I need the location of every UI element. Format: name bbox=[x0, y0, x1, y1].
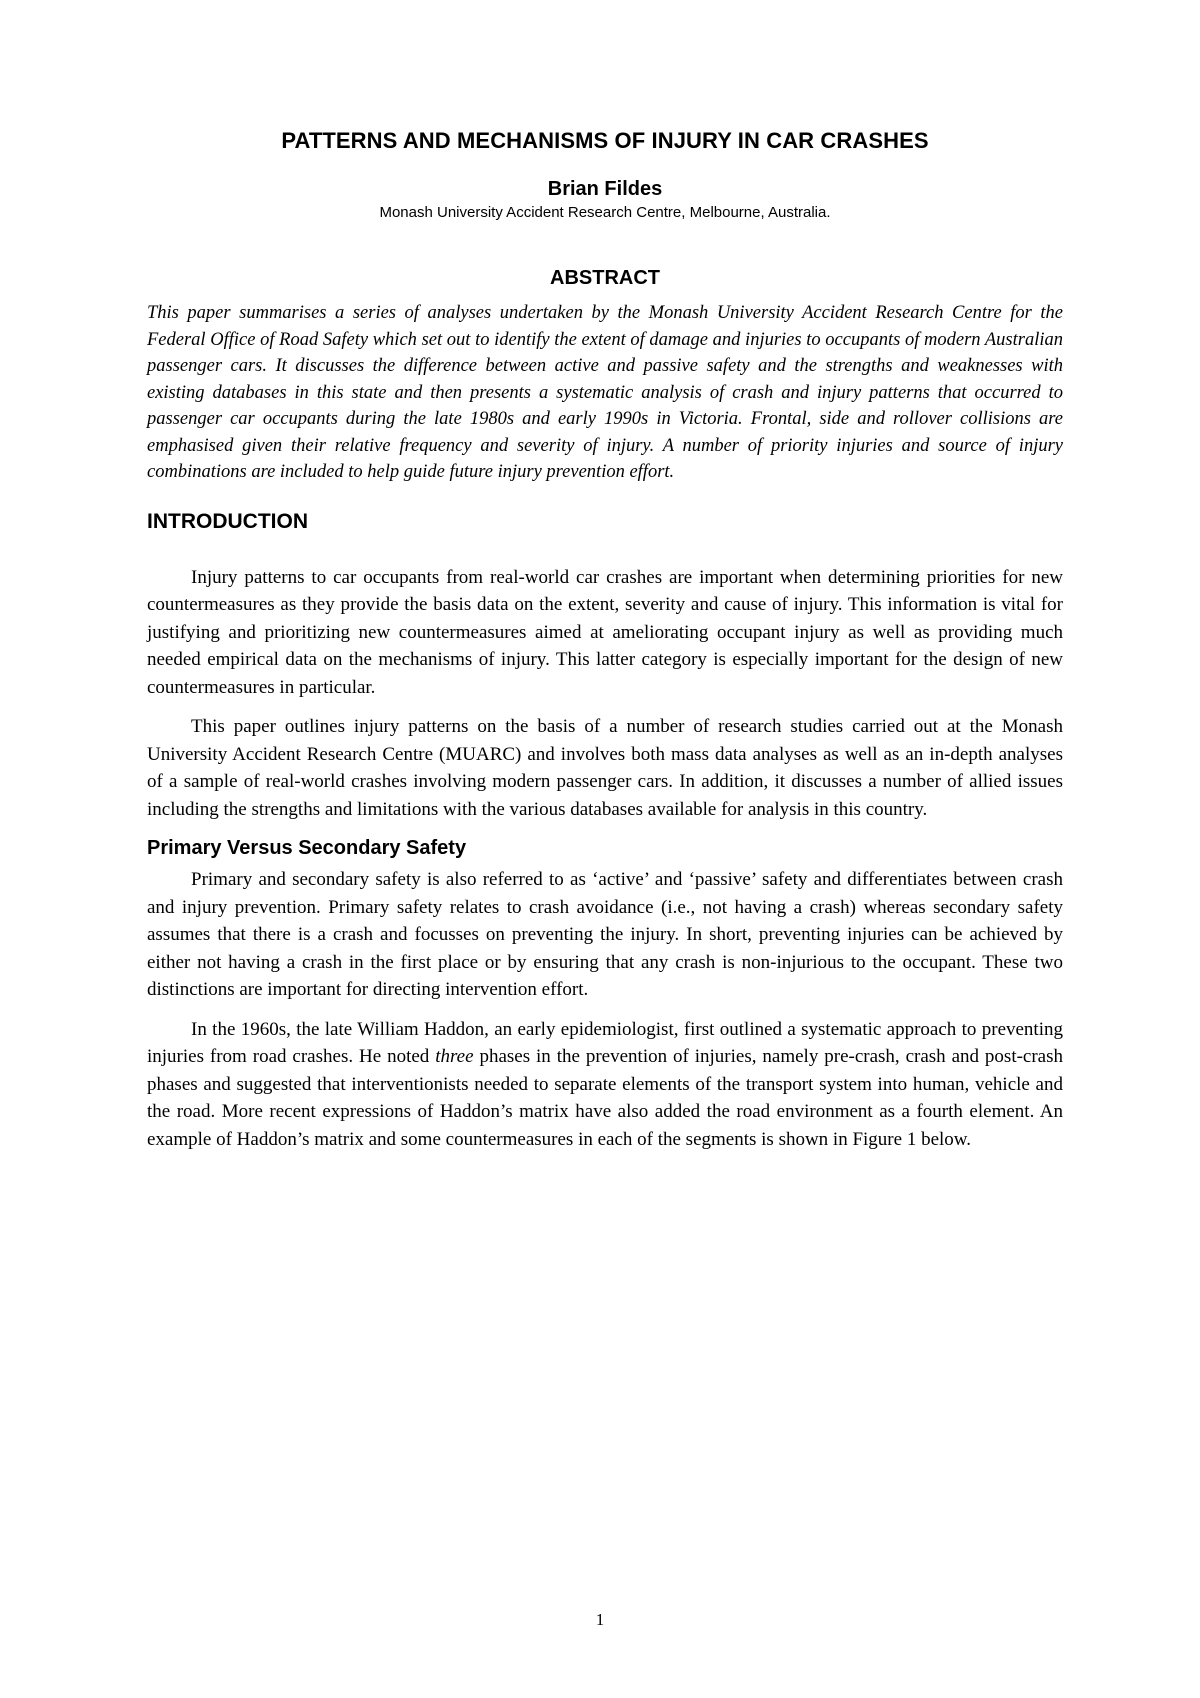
primary-secondary-paragraph-2 bbox=[147, 1016, 1063, 1154]
paper-title: PATTERNS AND MECHANISMS OF INJURY IN CAR CRASHES bbox=[281, 128, 929, 153]
introduction-paragraph-2: This paper outlines injury patterns on the basis of a number of research studies carried out at the Monash University Accident Research Centre (MUARC) and involves both mass data analyses as well as an in-depth analyses of a sample of real-world crashes involving modern passenger cars. In addition, it discusses a number of allied issues including the strengths and limitations with the various databases available for analysis in this country. bbox=[147, 716, 1063, 820]
abstract-heading: ABSTRACT bbox=[550, 267, 660, 289]
author-name: Brian Fildes bbox=[547, 178, 663, 200]
paragraph-2-emphasis: three bbox=[435, 1046, 474, 1067]
introduction-heading: INTRODUCTION bbox=[147, 509, 308, 533]
primary-secondary-paragraph-1: Primary and secondary safety is also referred to as ‘active’ and ‘passive’ safety and differentiates between crash and injury prevention. Primary safety relates to crash avoidance (i.e., not having a crash) whereas secondary safety assumes that there is a crash and focusses on preventing the injury. In short, preventing injuries can be achieved by either not having a crash in the first place or by ensuring that any crash is non-injurious to the occupant. These two distinctions are important for directing intervention effort. bbox=[147, 869, 1063, 1000]
paragraph-2-text-after: phases in the prevention of injuries, namely pre-crash, crash and post-crash phases and suggested that interventionists needed to separate elements of the transport system into human, vehicle and the road. More recent expressions of Haddon’s matrix have also added the road environment as a fourth element. An example of Haddon’s matrix and some countermeasures in each of the segments is shown in Figure 1 below. bbox=[147, 1046, 1064, 1150]
page-content bbox=[147, 128, 1063, 1153]
primary-secondary-heading: Primary Versus Secondary Safety bbox=[147, 837, 467, 859]
author-affiliation: Monash University Accident Research Centre, Melbourne, Australia. bbox=[379, 204, 831, 221]
paragraph-2-text-before: In the 1960s, the late William Haddon, an early epidemiologist, first outlined a systematic approach to preventing injuries from road crashes. He noted bbox=[147, 1018, 1063, 1067]
page-number: 1 bbox=[595, 1610, 605, 1629]
abstract-text: This paper summarises a series of analyses undertaken by the Monash University Accident Research Centre for the Federal Office of Road Safety which set out to identify the extent of damage and injuries to occupants of modern Australian passenger cars. It discusses the difference between active and passive safety and the strengths and weaknesses with existing databases in this state and then presents a systematic analysis of crash and injury patterns that occurred to passenger car occupants during the late 1980s and early 1990s in Victoria. Frontal, side and rollover collisions are emphasised given their relative frequency and severity of injury. A number of priority injuries and source of injury combinations are included to help guide future injury prevention effort. bbox=[147, 303, 1063, 482]
introduction-paragraph-1: Injury patterns to car occupants from real-world car crashes are important when determining priorities for new countermeasures as they provide the basis data on the extent, severity and cause of injury. This information is vital for justifying and prioritizing new countermeasures aimed at ameliorating occupant injury as well as providing much needed empirical data on the mechanisms of injury. This latter category is especially important for the design of new countermeasures in particular. bbox=[147, 566, 1063, 698]
